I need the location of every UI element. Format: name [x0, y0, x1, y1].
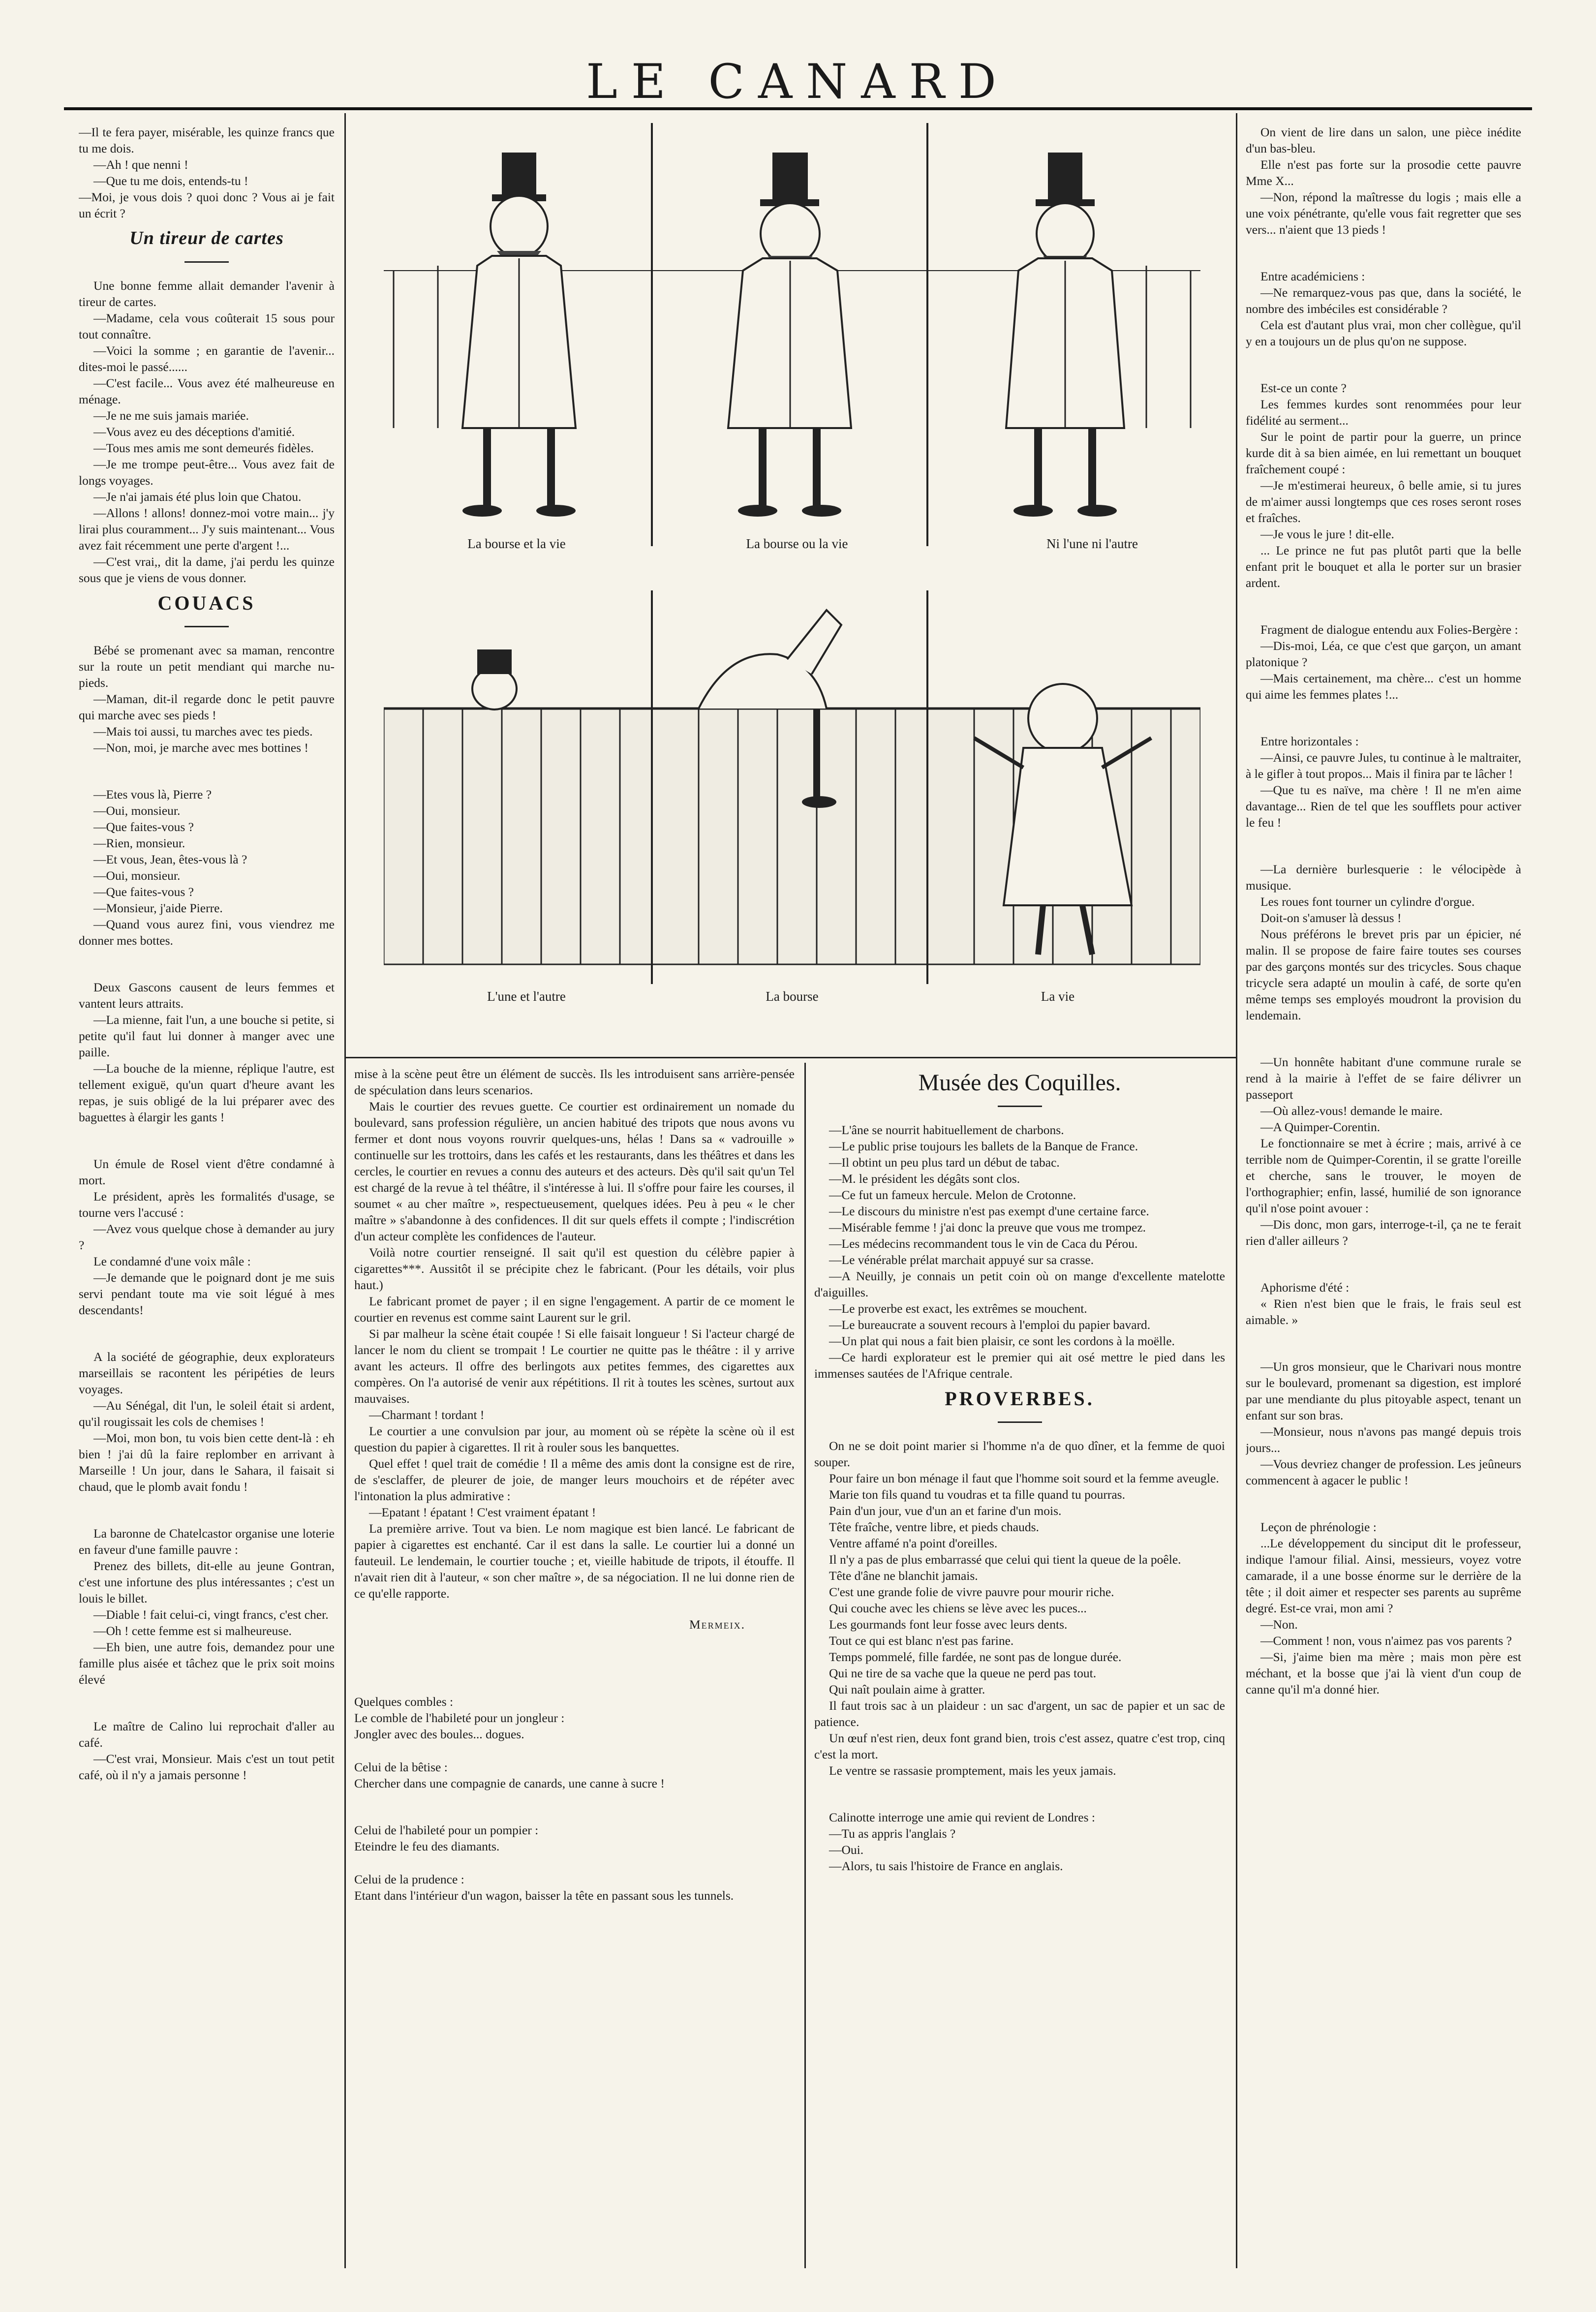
paragraph: Il faut trois sac à un plaideur : un sac d'argent, un sac de papier et un sac de patience.: [814, 1698, 1225, 1729]
paragraph-gap: [354, 1854, 795, 1871]
paragraph: Entre horizontales :: [1260, 734, 1359, 748]
section-heading: COUACS: [157, 592, 256, 614]
paragraph-gap: [814, 1779, 1225, 1809]
paragraph-gap: [79, 1318, 335, 1349]
paragraph: —Non, répond la maîtresse du logis ; mais elle a une voix pénétrante, qu'elle vous fait regretter que ses vers... n'aient que 13 pieds !: [1246, 190, 1521, 237]
paragraph: Temps pommelé, fille fardée, ne sont pas de longue durée.: [829, 1650, 1122, 1664]
paragraph: —Le vénérable prélat marchait appuyé sur sa crasse.: [829, 1253, 1094, 1267]
paragraph: —La mienne, fait l'un, a une bouche si petite, si petite qu'il faut lui donner à manger avec une paille.: [79, 1013, 335, 1059]
paragraph: Cela est d'autant plus vrai, mon cher collègue, qu'il y en a toujours un de plus qu'on ne suppose.: [1246, 318, 1521, 348]
paragraph-gap: [79, 1688, 335, 1718]
figure-gentleman-2: [728, 153, 851, 517]
paragraph: —Le bureaucrate a souvent recours à l'emploi du papier bavard.: [829, 1318, 1151, 1332]
paragraph: Prenez des billets, dit-elle au jeune Gontran, c'est une infortune des plus intéressantes ; c'est un louis le billet.: [79, 1559, 335, 1605]
paragraph: Mais le courtier des revues guette. Ce courtier est ordinairement un nomade du boulevard, sans profession régulière, un ancien habitué des tripots que nous avons vu fermer et dont nous voyons rouvrir quelques-uns, hélas ! Dans sa « vadrouille » continuelle sur les trottoirs, dans les cafés et les restaurants, dans les théâtres et dans les cercles, le courtier en revues a connu des auteurs et des acteurs. Dès qu'il sait qu'un Tel est chargé de la revue à tel théâtre, il s'intéresse à lui. Il s'offre pour faire les courses, il soumet « au cher maître », respectueusement, quelques idées. Peu à peu « le cher maître » s'abandonne à des confidences. Il dit sur quels effets il compte ; l'indiscrétion d'un acteur complète les confidences de l'auteur.: [354, 1099, 795, 1243]
paragraph: —Je demande que le poignard dont je me suis servi pendant toute ma vie soit légué à mes descendants!: [79, 1270, 335, 1317]
paragraph: —Etes vous là, Pierre ?: [93, 787, 212, 801]
paragraph: mise à la scène peut être un élément de succès. Ils les introduisent sans arrière-pensée de spéculation dans leurs scenarios.: [354, 1067, 795, 1097]
heading-rule: [998, 1421, 1042, 1423]
cartoon-strip-bottom: [384, 590, 1200, 984]
paragraph: —Madame, cela vous coûterait 15 sous pour tout connaître.: [79, 311, 335, 341]
paragraph: —Que faites-vous ?: [93, 885, 194, 899]
paragraph: Une bonne femme allait demander l'avenir à tireur de cartes.: [79, 278, 335, 309]
heading-rule: [998, 1106, 1042, 1107]
paragraph: —Ainsi, ce pauvre Jules, tu continue à le maltraiter, à le gifler à tout propos... Mais il finira par te lâcher !: [1246, 750, 1521, 781]
heading-rule: [184, 626, 229, 627]
paragraph: —La dernière burlesquerie : le vélocipède à musique.: [1246, 862, 1521, 893]
paragraph: On ne se doit point marier si l'homme n'a de quo dîner, et la femme de quoi souper.: [814, 1439, 1225, 1469]
caption-top-2: La bourse ou la vie: [746, 536, 848, 551]
paragraph: —Diable ! fait celui-ci, vingt francs, c'est cher.: [93, 1607, 329, 1622]
paragraph: —Moi, mon bon, tu vois bien cette dent-là : eh bien ! j'ai dû la faire replomber en arrivant à Marseille ! Un jour, dans le Sahara, il faisait si chaud, que le plomb avait fondu !: [79, 1431, 335, 1494]
paragraph: Le condamné d'une voix mâle :: [93, 1254, 251, 1268]
paragraph-gap: [1246, 349, 1521, 380]
column-4: [1246, 124, 1521, 2279]
paragraph: Etant dans l'intérieur d'un wagon, baisser la tête en passant sous les tunnels.: [354, 1888, 734, 1903]
paragraph: —Je m'estimerai heureux, ô belle amie, si tu jures de m'aimer aussi longtemps que ces roses seront roses et fraîches.: [1246, 478, 1521, 525]
paragraph: —Je n'ai jamais été plus loin que Chatou.: [93, 490, 302, 504]
paragraph: —M. le président les dégâts sont clos.: [829, 1171, 1020, 1186]
paragraph: Ventre affamé n'a point d'oreilles.: [829, 1536, 998, 1550]
paragraph: Le président, après les formalités d'usage, se tourne vers l'accusé :: [79, 1189, 335, 1220]
paragraph: —Tu as appris l'anglais ?: [829, 1826, 956, 1841]
paragraph-gap: [1246, 703, 1521, 733]
paragraph: —L'âne se nourrit habituellement de charbons.: [829, 1123, 1064, 1137]
cartoon-strip-top: [384, 123, 1200, 546]
paragraph: —Quand vous aurez fini, vous viendrez me donner mes bottes.: [79, 917, 335, 948]
paragraph: —Ne remarquez-vous pas que, dans la société, le nombre des imbéciles est considérable ?: [1246, 285, 1521, 316]
paragraph: Tête fraîche, ventre libre, et pieds chauds.: [829, 1520, 1039, 1534]
paragraph: Entre académiciens :: [1260, 269, 1365, 283]
paragraph: —Monsieur, nous n'avons pas mangé depuis trois jours...: [1246, 1424, 1521, 1455]
paragraph-gap: [354, 1633, 795, 1663]
paragraph: Bébé se promenant avec sa maman, rencontre sur la route un petit mendiant qui marche nu-pieds.: [79, 643, 335, 690]
paragraph-gap: [354, 1791, 795, 1822]
column-divider: [344, 113, 346, 2268]
illustration-bottom-rule: [344, 1057, 1236, 1058]
paragraph: —Alors, tu sais l'histoire de France en anglais.: [829, 1859, 1063, 1873]
paragraph: « Rien n'est bien que le frais, le frais seul est aimable. »: [1246, 1296, 1521, 1327]
paragraph: Le ventre se rassasie promptement, mais les yeux jamais.: [829, 1763, 1116, 1778]
paragraph: ...Le développement du sinciput dit le professeur, indique l'amour filial. Ainsi, messieurs, voyez votre camarade, il a une bosse énorme sur le derrière de la tête ; il doit aimer et respecter ses parents au suprême degré. Est-ce vrai, mon ami ?: [1246, 1536, 1521, 1615]
paragraph: —Si, j'aime bien ma mère ; mais mon père est méchant, et la bosse que j'ai là vient d'un coup de canne qu'il m'a donné hier.: [1246, 1650, 1521, 1696]
paragraph: —Vous devriez changer de profession. Les jeûneurs commencent à agacer le public !: [1246, 1457, 1521, 1487]
paragraph-gap: [79, 949, 335, 979]
paragraph-gap: [1246, 238, 1521, 268]
paragraph: —Comment ! non, vous n'aimez pas vos parents ?: [1260, 1634, 1512, 1648]
paragraph: —Il obtint un peu plus tard un début de tabac.: [829, 1155, 1060, 1170]
paragraph: —Que tu es naïve, ma chère ! Il ne m'en aime davantage... Rien de tel que les soufflets pour activer le feu !: [1246, 783, 1521, 830]
paragraph: —Ce hardi explorateur est le premier qui ait osé mettre le pied dans les immenses sautées de l'Afrique centrale.: [814, 1350, 1225, 1381]
heading-rule: [184, 261, 229, 263]
column-3: [814, 1066, 1225, 2266]
paragraph-gap: [1246, 831, 1521, 861]
author-signature: Mermeix.: [689, 1617, 745, 1632]
paragraph: Eteindre le feu des diamants.: [354, 1839, 500, 1853]
caption-bottom-2: La bourse: [766, 989, 819, 1004]
paragraph: Marie ton fils quand tu voudras et ta fille quand tu pourras.: [829, 1487, 1125, 1502]
paragraph: —Le public prise toujours les ballets de la Banque de France.: [829, 1139, 1138, 1153]
paragraph: Calinotte interroge une amie qui revient de Londres :: [829, 1810, 1095, 1824]
masthead-rule: [64, 107, 1532, 110]
figure-gentleman-1: [462, 153, 576, 517]
paragraph: Fragment de dialogue entendu aux Folies-Bergère :: [1260, 622, 1518, 637]
paragraph: Chercher dans une compagnie de canards, une canne à sucre !: [354, 1776, 665, 1790]
paragraph: —Oui, monsieur.: [93, 803, 181, 818]
paragraph: Il n'y a pas de plus embarrassé que celui qui tient la queue de la poêle.: [829, 1552, 1181, 1567]
paragraph: Qui couche avec les chiens se lève avec les puces...: [829, 1601, 1087, 1615]
paragraph: —Je me trompe peut-être... Vous avez fait de longs voyages.: [79, 457, 335, 488]
caption-top-3: Ni l'une ni l'autre: [1046, 536, 1138, 551]
paragraph: —Charmant ! tordant !: [369, 1408, 485, 1422]
paragraph: —Ce fut un fameux hercule. Melon de Crotonne.: [829, 1188, 1076, 1202]
paragraph-gap: [1246, 1249, 1521, 1279]
paragraph: —Mais certainement, ma chère... c'est un homme qui aime les femmes plates !...: [1246, 671, 1521, 702]
paragraph: Deux Gascons causent de leurs femmes et vantent leurs attraits.: [79, 980, 335, 1011]
paragraph-gap: [354, 1742, 795, 1759]
paragraph: Nous préférons le brevet pris par un épicier, né malin. Il se propose de faire faire toutes ses courses par des garçons montés sur des tricycles. Sous chaque tricycle sera adapté un moulin à café, de sorte qu'en même temps ses employés moudront la provision du lendemain.: [1246, 927, 1521, 1022]
paragraph: —Que tu me dois, entends-tu !: [93, 174, 248, 188]
paragraph: La baronne de Chatelcastor organise une loterie en faveur d'une famille pauvre :: [79, 1526, 335, 1557]
paragraph: Jongler avec des boules... dogues.: [354, 1727, 524, 1741]
paragraph: Qui naît poulain aime à gratter.: [829, 1682, 985, 1696]
paragraph: Leçon de phrénologie :: [1260, 1520, 1377, 1534]
masthead-title: LE CANARD: [586, 54, 1010, 109]
paragraph: Un œuf n'est rien, deux font grand bien, trois c'est assez, quatre c'est trop, cinq c'est la mort.: [814, 1731, 1225, 1761]
figure-peeking-head: [472, 649, 517, 709]
column-divider: [804, 1063, 806, 2268]
paragraph: Les femmes kurdes sont renommées pour leur fidélité au serment...: [1246, 397, 1521, 428]
paragraph-gap: [354, 1663, 795, 1694]
paragraph: —C'est vrai,, dit la dame, j'ai perdu les quinze sous que je viens de vous donner.: [79, 555, 335, 585]
paragraph: —Ah ! que nenni !: [93, 157, 188, 172]
section-heading: Musée des Coquilles.: [918, 1070, 1121, 1096]
paragraph: —La bouche de la mienne, réplique l'autre, est tellement exiguë, qu'un quart d'heure avant les repas, je suis obligé de la lui préparer avec des baguettes à élargir les gants !: [79, 1061, 335, 1124]
paragraph: —C'est vrai, Monsieur. Mais c'est un tout petit café, où il n'y a jamais personne !: [79, 1752, 335, 1782]
paragraph: Pain d'un jour, vue d'un an et farine d'un mois.: [829, 1504, 1062, 1518]
paragraph: Sur le point de partir pour la guerre, un prince kurde dit à sa bien aimée, en lui remettant un bouquet fraîchement coupé :: [1246, 430, 1521, 476]
paragraph: —Un honnête habitant d'une commune rurale se rend à la mairie à l'effet de se faire délivrer un passeport: [1246, 1055, 1521, 1102]
paragraph: —Tous mes amis me sont demeurés fidèles.: [93, 441, 314, 455]
paragraph: —Dis donc, mon gars, interroge-t-il, ça ne te ferait rien d'aller ailleurs ?: [1246, 1217, 1521, 1248]
paragraph: —Le discours du ministre n'est pas exempt d'une certaine farce.: [829, 1204, 1149, 1218]
paragraph: —Moi, je vous dois ? quoi donc ? Vous ai je fait un écrit ?: [79, 190, 335, 220]
caption-bottom-1: L'une et l'autre: [487, 989, 566, 1004]
paragraph: —Mais toi aussi, tu marches avec tes pieds.: [93, 724, 313, 739]
paragraph: Le fabricant promet de payer ; il en signe l'engagement. A partir de ce moment le courtier en revenus est comme saint Laurent sur le gril.: [354, 1294, 795, 1325]
paragraph: —Où allez-vous! demande le maire.: [1260, 1104, 1443, 1118]
paragraph: C'est une grande folie de vivre pauvre pour mourir riche.: [829, 1585, 1114, 1599]
paragraph: —Avez vous quelque chose à demander au jury ?: [79, 1222, 335, 1252]
paragraph: —Oh ! cette femme est si malheureuse.: [93, 1624, 292, 1638]
paragraph: Tête d'âne ne blanchit jamais.: [829, 1569, 978, 1583]
section-heading: PROVERBES.: [945, 1387, 1095, 1410]
paragraph: —Rien, monsieur.: [93, 836, 185, 850]
paragraph: Doit-on s'amuser là dessus !: [1260, 911, 1402, 925]
paragraph: —C'est facile... Vous avez été malheureuse en ménage.: [79, 376, 335, 406]
paragraph: —Maman, dit-il regarde donc le petit pauvre qui marche avec ses pieds !: [79, 692, 335, 722]
paragraph: —Oui.: [829, 1843, 864, 1857]
paragraph: Est-ce un conte ?: [1260, 381, 1347, 395]
paragraph: —Les médecins recommandent tous le vin de Caca du Pérou.: [829, 1236, 1138, 1251]
column-1: [79, 124, 335, 2279]
paragraph: —Et vous, Jean, êtes-vous là ?: [93, 852, 247, 866]
paragraph: Voilà notre courtier renseigné. Il sait qu'il est question du célèbre papier à cigarettes***. Aussitôt il se précipite chez le fabricant. (Pour les détails, voir plus haut.): [354, 1245, 795, 1292]
paragraph: Tout ce qui est blanc n'est pas farine.: [829, 1634, 1014, 1648]
paragraph-gap: [1246, 591, 1521, 621]
paragraph: Celui de la prudence :: [354, 1872, 464, 1886]
paragraph: —Vous avez eu des déceptions d'amitié.: [93, 425, 295, 439]
paragraph: —Au Sénégal, dit l'un, le soleil était si ardent, qu'il rougissait les cols de chemises !: [79, 1398, 335, 1429]
paragraph: —Non.: [1260, 1617, 1298, 1632]
paragraph: —A Quimper-Corentin.: [1260, 1120, 1381, 1134]
caption-bottom-3: La vie: [1041, 989, 1075, 1004]
paragraph: Quelques combles :: [354, 1695, 454, 1709]
paragraph-gap: [79, 756, 335, 786]
paragraph-gap: [79, 1495, 335, 1525]
column-2: [354, 1066, 795, 2266]
caption-top-1: La bourse et la vie: [467, 536, 566, 551]
paragraph: —Je vous le jure ! dit-elle.: [1260, 527, 1394, 541]
section-heading: Un tireur de cartes: [129, 228, 284, 248]
paragraph: —Il te fera payer, misérable, les quinze francs que tu me dois.: [79, 125, 335, 155]
paragraph: Aphorisme d'été :: [1260, 1280, 1350, 1295]
paragraph: A la société de géographie, deux explorateurs marseillais se racontent les péripéties de leurs voyages.: [79, 1350, 335, 1396]
paragraph: —Le proverbe est exact, les extrêmes se mouchent.: [829, 1301, 1087, 1316]
paragraph: —Dis-moi, Léa, ce que c'est que garçon, un amant platonique ?: [1246, 639, 1521, 669]
paragraph: Le courtier a une convulsion par jour, au moment où se répète la scène où il est question du papier à cigarettes. Il rit à rouler sous les banquettes.: [354, 1424, 795, 1454]
paragraph: Qui ne tire de sa vache que la queue ne perd pas tout.: [829, 1666, 1097, 1680]
paragraph: —Epatant ! épatant ! C'est vraiment épatant !: [369, 1505, 596, 1519]
figure-gentleman-3: [1006, 153, 1124, 517]
paragraph: Un émule de Rosel vient d'être condamné à mort.: [79, 1157, 335, 1187]
paragraph-gap: [1246, 1023, 1521, 1054]
paragraph: —Oui, monsieur.: [93, 868, 181, 883]
paragraph: —Que faites-vous ?: [93, 820, 194, 834]
paragraph: —Monsieur, j'aide Pierre.: [93, 901, 223, 915]
paragraph: —Un plat qui nous a fait bien plaisir, ce sont les cordons à la moëlle.: [829, 1334, 1175, 1348]
column-divider: [1236, 113, 1237, 2268]
paragraph: —Allons ! allons! donnez-moi votre main... j'y lirai plus couramment... J'y suis maintenant... Vous avez fait récemment une perte d'argent !...: [79, 506, 335, 553]
paragraph: On vient de lire dans un salon, une pièce inédite d'un bas-bleu.: [1246, 125, 1521, 155]
paragraph: —Non, moi, je marche avec mes bottines !: [93, 740, 308, 755]
paragraph: Si par malheur la scène était coupée ! Si elle faisait longueur ! Si l'acteur chargé de lancer le nom du client se trompait ! Le courtier ne quitte pas le théâtre : il y arrive avant les acteurs. Il offre des berlingots aux petites femmes, des cigarettes aux compères. On l'a autorisé de venir aux répétitions. Il rit à toutes les scènes, surtout aux mauvaises.: [354, 1326, 795, 1406]
paragraph: —Voici la somme ; en garantie de l'avenir... dites-moi le passé......: [79, 343, 335, 374]
paragraph-gap: [1246, 1328, 1521, 1358]
paragraph: ... Le prince ne fut pas plutôt parti que la belle enfant prit le bouquet et alla le porter sur un brasier ardent.: [1246, 543, 1521, 590]
paragraph: Le maître de Calino lui reprochait d'aller au café.: [79, 1719, 335, 1750]
paragraph: —Eh bien, une autre fois, demandez pour une famille plus aisée et tâchez que le prix soit moins élevé: [79, 1640, 335, 1687]
paragraph: Quel effet ! quel trait de comédie ! Il a même des amis dont la consigne est de rire, de s'esclaffer, de pleurer de joie, de manger leurs mouchoirs et de répéter avec l'intonation la plus admirative :: [354, 1456, 795, 1503]
paragraph: —A Neuilly, je connais un petit coin où on mange d'excellente matelotte d'aiguilles.: [814, 1269, 1225, 1299]
paragraph: Celui de l'habileté pour un pompier :: [354, 1823, 539, 1837]
paragraph: Celui de la bêtise :: [354, 1760, 448, 1774]
paragraph: —Un gros monsieur, que le Charivari nous montre sur le boulevard, promenant sa digestion, est imploré par une mendiante du plus pitoyable aspect, tenant un enfant sur son bras.: [1246, 1359, 1521, 1422]
paragraph-gap: [79, 1125, 335, 1156]
paragraph-gap: [1246, 1488, 1521, 1519]
paragraph: La première arrive. Tout va bien. Le nom magique est bien lancé. Le fabricant de papier à cigarettes est enchanté. Car il est dans la salle. Le courtier lui a donné un fauteuil. Le lendemain, le courtier touche ; et, vieille habitude de tripots, il étouffe. Il n'avait rien dit à l'auteur, « son cher maître », de sa négociation. Il ne lui donne rien de ce qu'elle rapporte.: [354, 1521, 795, 1601]
paragraph: —Je ne me suis jamais mariée.: [93, 408, 249, 423]
paragraph: Le fonctionnaire se met à écrire ; mais, arrivé à ce terrible nom de Quimper-Corentin, il se gratte l'oreille et cherche, sans le trouver, le moyen de l'orthographier; enfin, lassé, humilié de son ignorance qu'il n'ose point avouer :: [1246, 1136, 1521, 1215]
paragraph: Pour faire un bon ménage il faut que l'homme soit sourd et la femme aveugle.: [829, 1471, 1219, 1485]
paragraph: Les gourmands font leur fosse avec leurs dents.: [829, 1617, 1068, 1632]
paragraph: —Misérable femme ! j'ai donc la preuve que vous me trompez.: [829, 1220, 1146, 1234]
paragraph: Elle n'est pas forte sur la prosodie cette pauvre Mme X...: [1246, 157, 1521, 188]
paragraph: Les roues font tourner un cylindre d'orgue.: [1260, 894, 1475, 909]
paragraph: Le comble de l'habileté pour un jongleur :: [354, 1711, 565, 1725]
